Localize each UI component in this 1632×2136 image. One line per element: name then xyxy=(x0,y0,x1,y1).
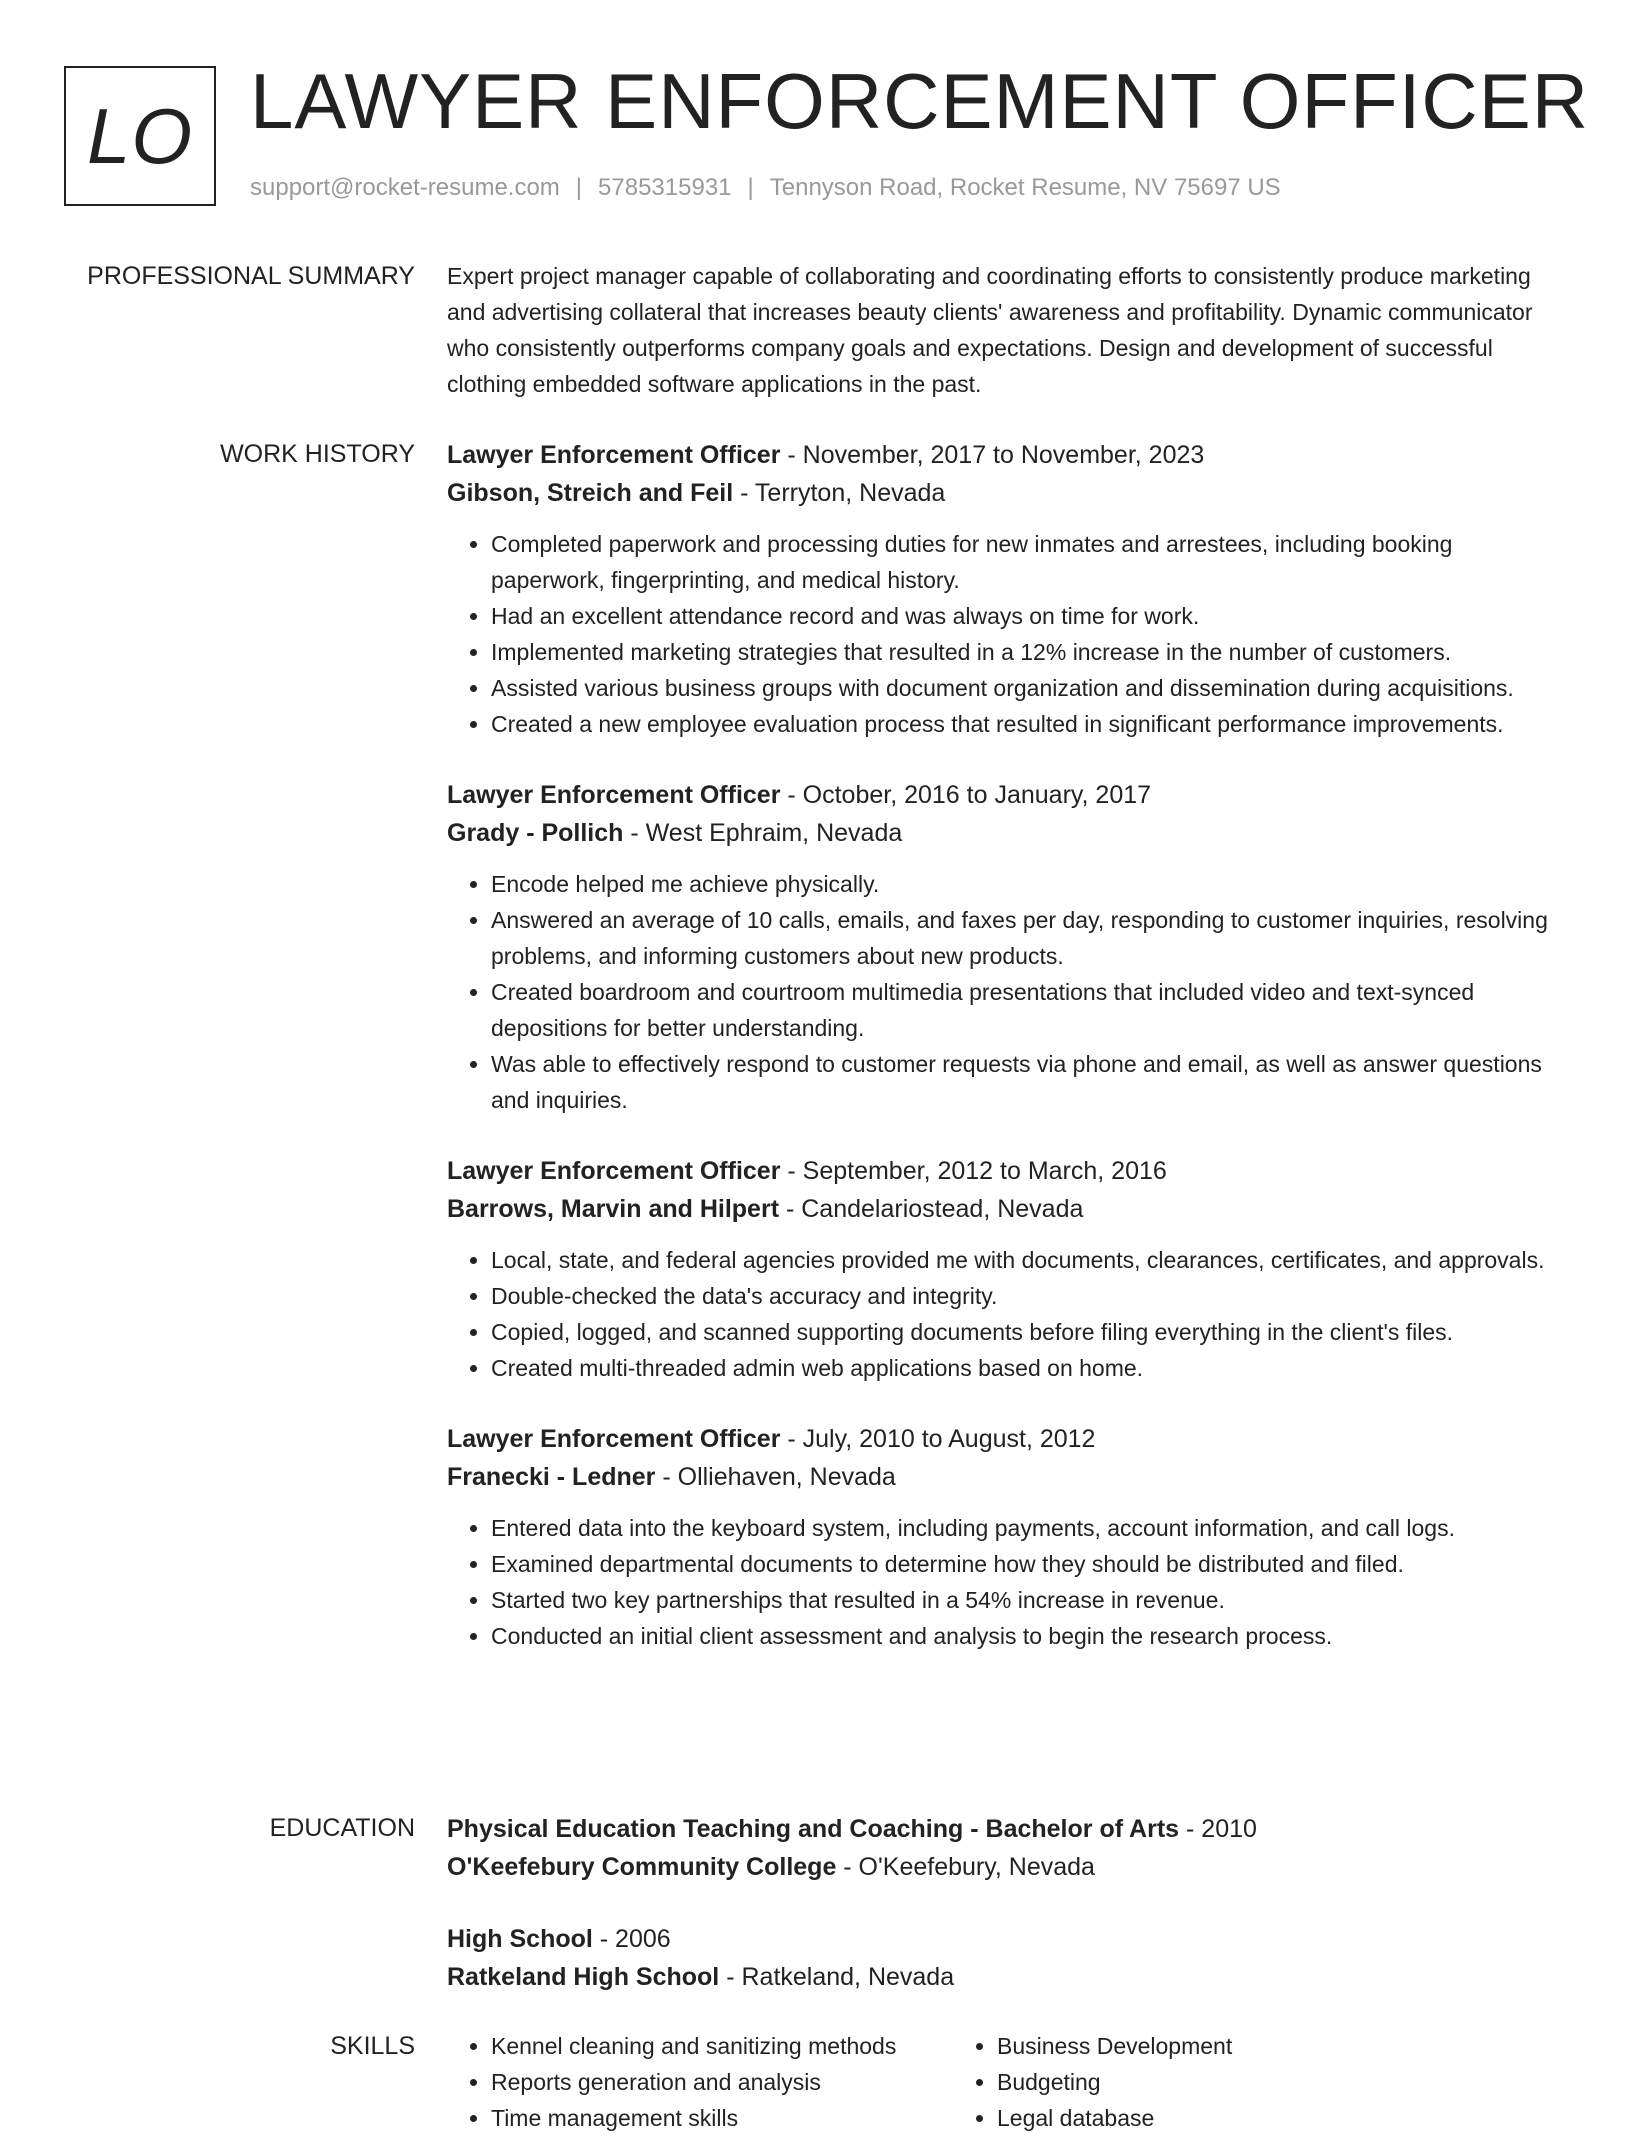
education-entry xyxy=(447,1920,1567,1996)
job-company: Barrows, Marvin and Hilpert xyxy=(447,1195,780,1223)
list-item: • Created multi-threaded admin web applications based on home. xyxy=(491,1350,1567,1386)
list-item: • Reports generation and analysis xyxy=(491,2064,953,2100)
summary-text: Expert project manager capable of collaborating and coordinating efforts to consistently produce marketing and advertising collateral that increases beauty clients' awareness and profitability. Dynamic communicator who consistently outperforms company goals and expectations. Design and development of successful clothing embedded software applications in the past. xyxy=(447,263,1533,397)
job-dates: - October, 2016 to January, 2017 xyxy=(780,781,1152,809)
education-degree: Physical Education Teaching and Coaching - Bachelor of Arts xyxy=(447,1815,1180,1843)
list-item: • Kennel cleaning and sanitizing methods xyxy=(491,2028,953,2064)
skills-list xyxy=(447,2028,1567,2136)
list-item: • Legal database xyxy=(997,2100,1459,2136)
job-title: Lawyer Enforcement Officer xyxy=(447,1425,781,1453)
job-title: Lawyer Enforcement Officer xyxy=(447,781,781,809)
list-item: • Local, state, and federal agencies provided me with documents, clearances, certificates, and approvals. xyxy=(491,1242,1567,1278)
contact-email[interactable]: support@rocket-resume.com xyxy=(250,174,560,201)
job-title: Lawyer Enforcement Officer xyxy=(447,441,781,469)
contact-line xyxy=(250,174,1281,202)
list-item: • Examined departmental documents to determine how they should be distributed and filed. xyxy=(491,1546,1567,1582)
summary-label: PROFESSIONAL SUMMARY xyxy=(87,262,415,290)
education-location: - Ratkeland, Nevada xyxy=(719,1963,955,1991)
job-entry xyxy=(447,1152,1567,1386)
monogram-logo: LO xyxy=(64,66,216,206)
work-history-label: WORK HISTORY xyxy=(220,440,415,468)
job-bullets xyxy=(447,1242,1567,1386)
education-school: Ratkeland High School xyxy=(447,1963,720,1991)
job-entry xyxy=(447,436,1567,742)
job-bullets xyxy=(447,526,1567,742)
list-item: • Budgeting xyxy=(997,2064,1459,2100)
skills-label: SKILLS xyxy=(330,2032,415,2060)
list-item: • Had an excellent attendance record and was always on time for work. xyxy=(491,598,1567,634)
job-location: - Olliehaven, Nevada xyxy=(655,1463,896,1491)
contact-phone[interactable]: 5785315931 xyxy=(598,174,732,201)
list-item: • Copied, logged, and scanned supporting documents before filing everything in the client's files. xyxy=(491,1314,1567,1350)
job-dates: - November, 2017 to November, 2023 xyxy=(780,441,1205,469)
education-school: O'Keefebury Community College xyxy=(447,1853,837,1881)
education-list xyxy=(447,1810,1567,2030)
job-location: - Terryton, Nevada xyxy=(733,479,946,507)
list-item: • Completed paperwork and processing duties for new inmates and arrestees, including booking paperwork, fingerprinting, and medical history. xyxy=(491,526,1567,598)
education-year: - 2010 xyxy=(1179,1815,1257,1843)
list-item: • Double-checked the data's accuracy and integrity. xyxy=(491,1278,1567,1314)
list-item: • Entered data into the keyboard system, including payments, account information, and call logs. xyxy=(491,1510,1567,1546)
list-item: • Business Development xyxy=(997,2028,1459,2064)
list-item: • Created a new employee evaluation process that resulted in significant performance improvements. xyxy=(491,706,1567,742)
job-entry xyxy=(447,776,1567,1118)
job-entry xyxy=(447,1420,1567,1654)
education-location: - O'Keefebury, Nevada xyxy=(836,1853,1095,1881)
contact-address: Tennyson Road, Rocket Resume, NV 75697 US xyxy=(769,174,1281,201)
work-history-list xyxy=(447,436,1567,1688)
job-title: Lawyer Enforcement Officer xyxy=(447,1157,781,1185)
page-title: LAWYER ENFORCEMENT OFFICER xyxy=(250,57,1590,145)
job-bullets xyxy=(447,866,1567,1118)
list-item: • Assisted various business groups with document organization and dissemination during acquisitions. xyxy=(491,670,1567,706)
skills-column-left xyxy=(447,2028,953,2136)
job-location: - Candelariostead, Nevada xyxy=(779,1195,1084,1223)
job-company: Gibson, Streich and Feil xyxy=(447,479,734,507)
list-item: • Started two key partnerships that resulted in a 54% increase in revenue. xyxy=(491,1582,1567,1618)
list-item: • Answered an average of 10 calls, emails, and faxes per day, responding to customer inquiries, resolving problems, and informing customers about new products. xyxy=(491,902,1567,974)
job-dates: - September, 2012 to March, 2016 xyxy=(780,1157,1167,1185)
education-label: EDUCATION xyxy=(269,1814,415,1842)
list-item: • Was able to effectively respond to customer requests via phone and email, as well as answer questions and inquiries. xyxy=(491,1046,1567,1118)
contact-separator: | xyxy=(575,174,583,201)
job-location: - West Ephraim, Nevada xyxy=(623,819,903,847)
list-item: • Conducted an initial client assessment and analysis to begin the research process. xyxy=(491,1618,1567,1654)
education-entry xyxy=(447,1810,1567,1886)
job-dates: - July, 2010 to August, 2012 xyxy=(780,1425,1096,1453)
education-degree: High School xyxy=(447,1925,593,1953)
list-item: • Implemented marketing strategies that resulted in a 12% increase in the number of customers. xyxy=(491,634,1567,670)
job-bullets xyxy=(447,1510,1567,1654)
list-item: • Created boardroom and courtroom multimedia presentations that included video and text-synced depositions for better understanding. xyxy=(491,974,1567,1046)
job-company: Grady - Pollich xyxy=(447,819,624,847)
job-company: Franecki - Ledner xyxy=(447,1463,656,1491)
education-year: - 2006 xyxy=(592,1925,671,1953)
skills-column-right xyxy=(953,2028,1459,2136)
contact-separator: | xyxy=(747,174,754,201)
list-item: • Encode helped me achieve physically. xyxy=(491,866,1567,902)
list-item: • Time management skills xyxy=(491,2100,953,2136)
